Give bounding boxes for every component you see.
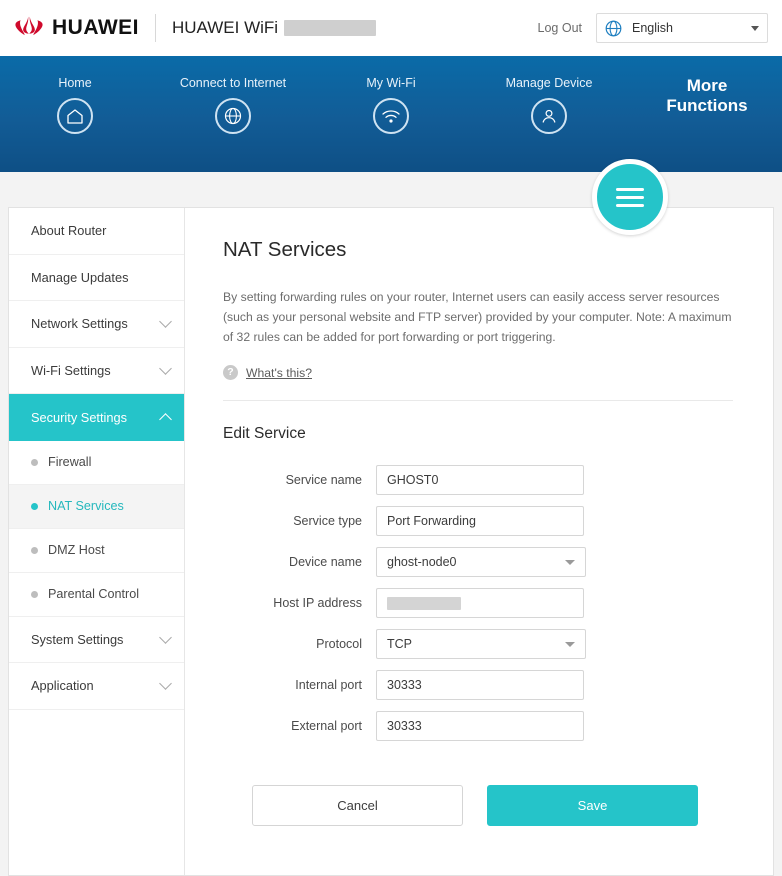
form-row-internal-port bbox=[223, 670, 733, 700]
content-panel bbox=[8, 207, 774, 876]
sidebar-item-label: Network Settings bbox=[31, 316, 128, 332]
globe-icon bbox=[605, 20, 622, 37]
chevron-down-icon bbox=[159, 362, 172, 375]
device-title-text: HUAWEI WiFi bbox=[172, 18, 279, 37]
label-internal-port: Internal port bbox=[295, 678, 362, 693]
nav-item-my-wifi[interactable] bbox=[336, 76, 446, 134]
nav-label-connect-to-internet: Connect to Internet bbox=[179, 76, 287, 90]
form-actions bbox=[223, 785, 733, 826]
section-title-edit-service: Edit Service bbox=[223, 425, 306, 443]
primary-nav bbox=[0, 56, 782, 172]
sidebar-item-label: Security Settings bbox=[31, 409, 128, 425]
form-row-external-port bbox=[223, 711, 733, 741]
page-description: By setting forwarding rules on your router, Internet users can easily access server resources (such as your personal website and FTP server) provided by your computer. Note: A maximum of 32 rules can be added for port forwarding or port triggering. bbox=[223, 290, 732, 344]
sidebar-item-network-settings[interactable] bbox=[9, 301, 184, 348]
nav-item-home[interactable] bbox=[20, 76, 130, 134]
protocol-value: TCP bbox=[387, 637, 412, 652]
nav-label-home: Home bbox=[58, 76, 92, 90]
language-value: English bbox=[632, 21, 673, 35]
nav-item-connect-to-internet[interactable] bbox=[178, 76, 288, 134]
sidebar-item-label: Parental Control bbox=[48, 587, 140, 601]
sidebar-item-label: DMZ Host bbox=[48, 543, 105, 557]
sidebar-item-label: Application bbox=[31, 678, 94, 694]
language-selector[interactable] bbox=[596, 13, 768, 43]
hamburger-icon[interactable] bbox=[592, 159, 668, 235]
chevron-down-icon bbox=[159, 677, 172, 690]
sidebar-item-label: Firewall bbox=[48, 455, 92, 469]
bullet-icon bbox=[31, 503, 38, 510]
chevron-down-icon bbox=[751, 26, 759, 31]
form-row-protocol bbox=[223, 629, 733, 659]
sidebar-item-about-router[interactable] bbox=[9, 208, 184, 255]
sidebar-item-label: Manage Updates bbox=[31, 269, 129, 285]
host-ip-redacted-block bbox=[387, 597, 461, 610]
chevron-down-icon bbox=[159, 631, 172, 644]
page-body bbox=[0, 172, 782, 876]
nav-label-manage-device: Manage Device bbox=[505, 76, 593, 90]
sidebar-item-wifi-settings[interactable] bbox=[9, 348, 184, 395]
save-button[interactable]: Save bbox=[487, 785, 698, 826]
chevron-up-icon bbox=[159, 413, 172, 426]
service-name-input[interactable]: GHOST0 bbox=[376, 465, 584, 495]
cancel-button[interactable]: Cancel bbox=[252, 785, 463, 826]
sidebar-item-parental-control[interactable] bbox=[9, 573, 184, 617]
device-title bbox=[172, 18, 376, 38]
wifi-icon bbox=[373, 98, 409, 134]
sidebar-item-manage-updates[interactable] bbox=[9, 255, 184, 302]
internal-port-input[interactable]: 30333 bbox=[376, 670, 584, 700]
label-service-name: Service name bbox=[285, 473, 362, 488]
sidebar-item-system-settings[interactable] bbox=[9, 617, 184, 664]
label-service-type: Service type bbox=[293, 514, 362, 529]
sidebar-item-dmz-host[interactable] bbox=[9, 529, 184, 573]
sidebar-item-nat-services[interactable] bbox=[9, 485, 184, 529]
form-row-host-ip-address bbox=[223, 588, 733, 618]
chevron-down-icon bbox=[159, 315, 172, 328]
header-actions bbox=[538, 13, 768, 43]
device-name-select[interactable] bbox=[376, 547, 586, 577]
external-port-input[interactable]: 30333 bbox=[376, 711, 584, 741]
sidebar-item-label: Wi-Fi Settings bbox=[31, 362, 111, 378]
device-title-redacted-block bbox=[284, 20, 376, 36]
service-type-input[interactable]: Port Forwarding bbox=[376, 506, 584, 536]
logout-button[interactable]: Log Out bbox=[537, 21, 582, 35]
sidebar-item-security-settings[interactable] bbox=[9, 394, 184, 441]
brand-name: HUAWEI bbox=[52, 16, 139, 39]
label-protocol: Protocol bbox=[316, 637, 362, 652]
sidebar bbox=[9, 208, 185, 875]
whats-this-link[interactable] bbox=[223, 365, 733, 401]
user-icon bbox=[531, 98, 567, 134]
label-host-ip-address: Host IP address bbox=[273, 596, 362, 611]
question-mark-icon: ? bbox=[223, 365, 238, 380]
sidebar-item-application[interactable] bbox=[9, 663, 184, 710]
whats-this-label: What's this? bbox=[246, 365, 312, 380]
nav-label-my-wifi: My Wi-Fi bbox=[366, 76, 416, 90]
globe-icon bbox=[215, 98, 251, 134]
nav-item-more-functions[interactable] bbox=[652, 76, 762, 124]
home-icon bbox=[57, 98, 93, 134]
chevron-down-icon bbox=[565, 642, 575, 647]
form-row-service-name bbox=[223, 465, 733, 495]
sidebar-item-label: NAT Services bbox=[48, 499, 124, 513]
page-title: NAT Services bbox=[223, 238, 347, 261]
bullet-icon bbox=[31, 459, 38, 466]
brand-logo bbox=[14, 15, 139, 41]
nav-label-more-functions: More Functions bbox=[666, 76, 748, 115]
device-name-value: ghost-node0 bbox=[387, 555, 457, 570]
bullet-icon bbox=[31, 547, 38, 554]
sidebar-item-label: About Router bbox=[31, 223, 107, 239]
label-device-name: Device name bbox=[289, 555, 362, 570]
nav-item-manage-device[interactable] bbox=[494, 76, 604, 134]
huawei-flower-logo-icon bbox=[14, 15, 44, 41]
protocol-select[interactable] bbox=[376, 629, 586, 659]
bullet-icon bbox=[31, 591, 38, 598]
form-row-device-name bbox=[223, 547, 733, 577]
top-bar bbox=[0, 0, 782, 56]
label-external-port: External port bbox=[291, 719, 362, 734]
host-ip-address-input[interactable] bbox=[376, 588, 584, 618]
form-row-service-type bbox=[223, 506, 733, 536]
chevron-down-icon bbox=[565, 560, 575, 565]
main-content bbox=[185, 208, 773, 875]
sidebar-item-label: System Settings bbox=[31, 631, 124, 647]
sidebar-item-firewall[interactable] bbox=[9, 441, 184, 485]
header-divider bbox=[155, 14, 156, 42]
